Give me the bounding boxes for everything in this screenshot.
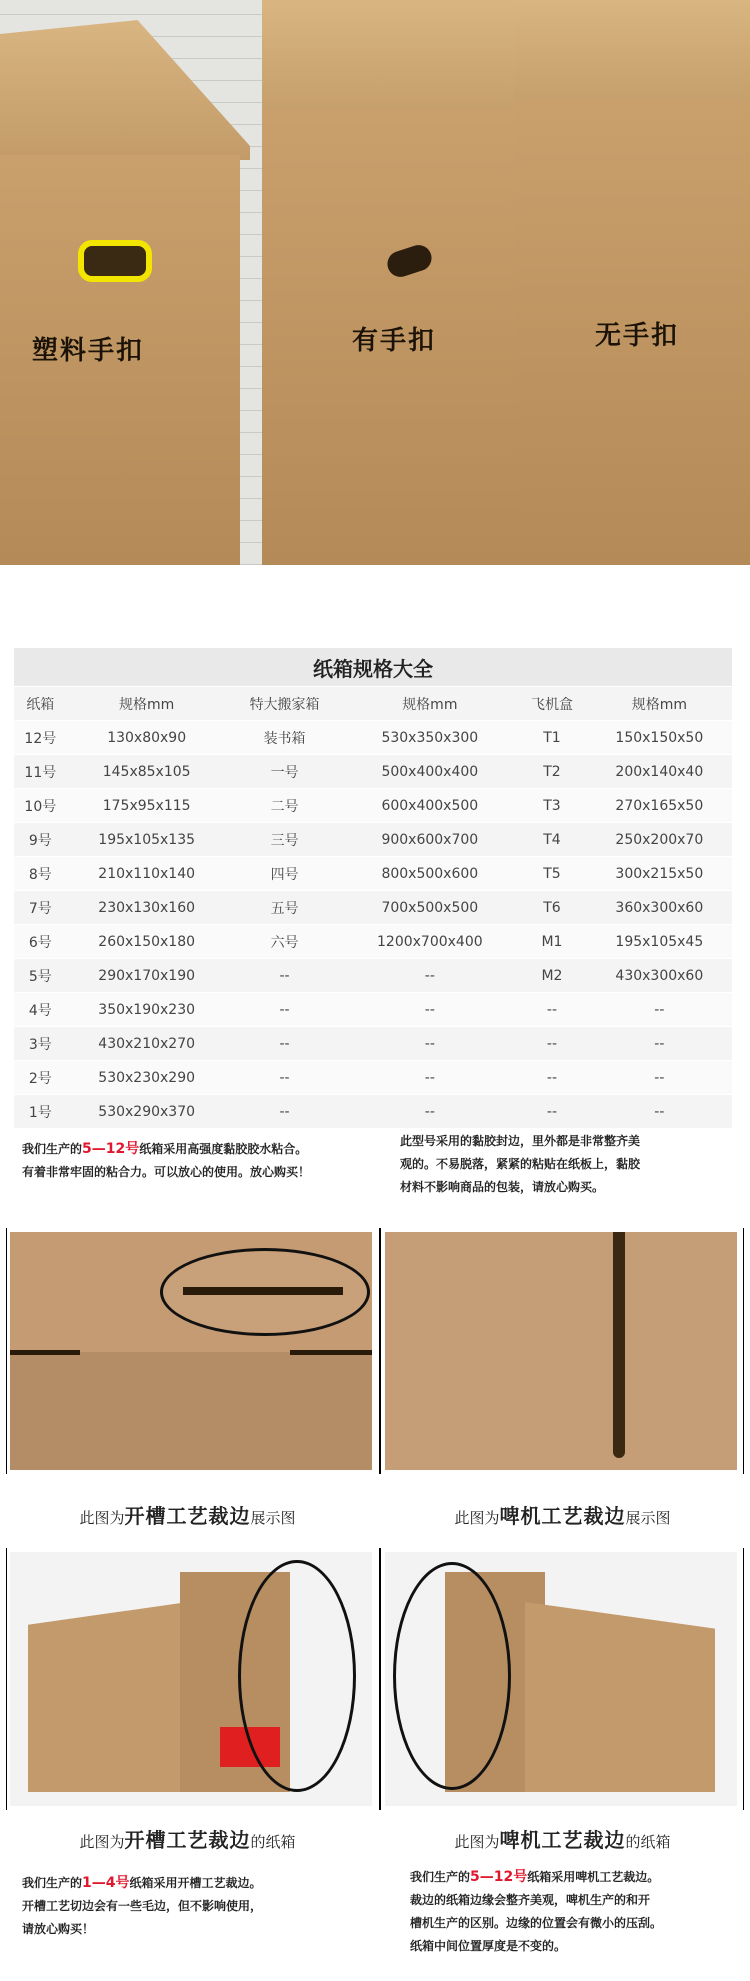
table-cell: 7号 [14, 891, 67, 925]
bottom-right-pre: 我们生产的 [410, 1870, 471, 1884]
caption-beer-edge-post: 展示图 [625, 1509, 671, 1527]
table-row [14, 959, 732, 993]
table-cell: -- [227, 1095, 343, 1129]
table-cell: 145x85x105 [67, 755, 227, 789]
table-cell: 6号 [14, 925, 67, 959]
table-cell: -- [227, 1061, 343, 1095]
table-cell: -- [342, 1061, 517, 1095]
caption-beer-box [375, 1824, 750, 1853]
table-cell: 150x150x50 [587, 721, 732, 755]
hero-panel-no-handle [515, 0, 750, 565]
caption-beer-edge-bold: 啤机工艺裁边 [499, 1504, 626, 1528]
desc-left-line2: 有着非常牢固的粘合力。可以放心的使用。放心购买！ [22, 1165, 311, 1179]
table-cell: 130x80x90 [67, 721, 227, 755]
table-cell: 8号 [14, 857, 67, 891]
caption-beer-box-post: 的纸箱 [625, 1833, 671, 1851]
table-cell: 300x215x50 [587, 857, 732, 891]
table-cell: T5 [517, 857, 586, 891]
bottom-left-desc [22, 1872, 372, 1941]
table-cell: 3号 [14, 1027, 67, 1061]
caption-beer-box-bold: 啤机工艺裁边 [499, 1828, 626, 1852]
bottom-right-line3: 槽机生产的区别。边缘的位置会有微小的压刮。 [410, 1916, 663, 1930]
spec-table [14, 648, 732, 1129]
table-cell: 1200x700x400 [342, 925, 517, 959]
hero-panel-plastic-handle [0, 0, 262, 565]
table-cell: 4号 [14, 993, 67, 1027]
table-cell: M1 [517, 925, 586, 959]
table-cell: 五号 [227, 891, 343, 925]
desc-left-highlight: 5—12号 [82, 1141, 140, 1157]
bottom-left-line3: 请放心购买！ [22, 1922, 95, 1936]
table-cell: -- [517, 1061, 586, 1095]
table-header-cell: 规格mm [67, 687, 227, 721]
desc-left-pre: 我们生产的 [22, 1142, 83, 1156]
table-cell: 12号 [14, 721, 67, 755]
table-header-cell: 规格mm [587, 687, 732, 721]
table-cell: T2 [517, 755, 586, 789]
table-row [14, 789, 732, 823]
bottom-left-pre: 我们生产的 [22, 1876, 83, 1890]
desc-right-line1: 此型号采用的黏胶封边，里外都是非常整齐美 [400, 1134, 641, 1148]
table-cell: 装书箱 [227, 721, 343, 755]
table-cell: 800x500x600 [342, 857, 517, 891]
bottom-right-desc [410, 1866, 746, 1958]
table-cell: 250x200x70 [587, 823, 732, 857]
bottom-right-line2: 裁边的纸箱边缘会整齐美观，啤机生产的和开 [410, 1893, 651, 1907]
table-title: 纸箱规格大全 [14, 648, 732, 687]
table-header-cell: 飞机盒 [517, 687, 586, 721]
table-cell: 二号 [227, 789, 343, 823]
table-cell: -- [587, 1095, 732, 1129]
zoom-circle-icon [393, 1562, 511, 1790]
beer-edge-photo [385, 1232, 737, 1470]
bottom-right-post: 纸箱采用啤机工艺裁边。 [527, 1870, 660, 1884]
table-cell: -- [587, 1027, 732, 1061]
table-row [14, 1095, 732, 1129]
table-cell: 175x95x115 [67, 789, 227, 823]
table-cell: 230x130x160 [67, 891, 227, 925]
table-cell: -- [342, 1095, 517, 1129]
table-cell: M2 [517, 959, 586, 993]
table-cell: 530x230x290 [67, 1061, 227, 1095]
table-cell: -- [587, 993, 732, 1027]
bottom-right-highlight: 5—12号 [470, 1869, 528, 1885]
table-row [14, 925, 732, 959]
desc-left [22, 1138, 382, 1184]
caption-slot-box-post: 的纸箱 [250, 1833, 296, 1851]
table-cell: 430x210x270 [67, 1027, 227, 1061]
caption-slot-edge-bold: 开槽工艺裁边 [124, 1504, 251, 1528]
table-header-row [14, 687, 732, 721]
table-cell: -- [517, 1027, 586, 1061]
table-row [14, 1061, 732, 1095]
caption-slot-box-pre: 此图为 [79, 1833, 125, 1851]
table-cell: 530x290x370 [67, 1095, 227, 1129]
beer-box-photo [385, 1552, 737, 1806]
table-cell: 270x165x50 [587, 789, 732, 823]
plastic-handle-icon [78, 240, 152, 282]
table-cell: 900x600x700 [342, 823, 517, 857]
table-row [14, 891, 732, 925]
table-cell: 200x140x40 [587, 755, 732, 789]
table-cell: T1 [517, 721, 586, 755]
table-cell: 四号 [227, 857, 343, 891]
hero-label-with-handle: 有手扣 [352, 326, 437, 356]
zoom-circle-icon [238, 1560, 356, 1792]
caption-slot-edge-post: 展示图 [250, 1509, 296, 1527]
table-cell: -- [587, 1061, 732, 1095]
hero-label-plastic: 塑料手扣 [32, 336, 145, 366]
table-cell: 500x400x400 [342, 755, 517, 789]
table-header-cell: 规格mm [342, 687, 517, 721]
desc-right-line3: 材料不影响商品的包装，请放心购买。 [400, 1180, 605, 1194]
table-header-cell: 纸箱 [14, 687, 67, 721]
table-cell: 9号 [14, 823, 67, 857]
table-cell: 530x350x300 [342, 721, 517, 755]
table-row [14, 857, 732, 891]
table-cell: 5号 [14, 959, 67, 993]
bottom-right-line4: 纸箱中间位置厚度是不变的。 [410, 1939, 567, 1953]
table-row [14, 755, 732, 789]
table-cell: T4 [517, 823, 586, 857]
table-cell: 600x400x500 [342, 789, 517, 823]
table-cell: 11号 [14, 755, 67, 789]
table-cell: 260x150x180 [67, 925, 227, 959]
table-cell: -- [517, 1095, 586, 1129]
table-cell: -- [342, 993, 517, 1027]
table-row [14, 1027, 732, 1061]
table-cell: -- [227, 1027, 343, 1061]
table-cell: T6 [517, 891, 586, 925]
zoom-circle-icon [160, 1248, 370, 1336]
table-row [14, 721, 732, 755]
table-cell: 700x500x500 [342, 891, 517, 925]
table-cell: -- [517, 993, 586, 1027]
caption-slot-edge [0, 1500, 375, 1529]
table-cell: 一号 [227, 755, 343, 789]
table-cell: -- [342, 1027, 517, 1061]
table-cell: 三号 [227, 823, 343, 857]
caption-slot-edge-pre: 此图为 [79, 1509, 125, 1527]
hero-photo [0, 0, 750, 565]
table-cell: 1号 [14, 1095, 67, 1129]
slot-edge-photo [10, 1232, 372, 1470]
table-row [14, 993, 732, 1027]
bottom-left-line2: 开槽工艺切边会有一些毛边，但不影响使用， [22, 1899, 263, 1913]
table-cell: 195x105x45 [587, 925, 732, 959]
desc-left-post: 纸箱采用高强度黏胶胶水粘合。 [139, 1142, 308, 1156]
caption-beer-box-pre: 此图为 [454, 1833, 500, 1851]
table-cell: 290x170x190 [67, 959, 227, 993]
caption-beer-edge [375, 1500, 750, 1529]
desc-right-line2: 观的。不易脱落，紧紧的粘贴在纸板上，黏胶 [400, 1157, 641, 1171]
table-cell: 六号 [227, 925, 343, 959]
table-cell: 10号 [14, 789, 67, 823]
table-cell: 350x190x230 [67, 993, 227, 1027]
table-row [14, 823, 732, 857]
table-cell: -- [227, 993, 343, 1027]
table-cell: 210x110x140 [67, 857, 227, 891]
desc-right [400, 1130, 740, 1199]
table-cell: 360x300x60 [587, 891, 732, 925]
caption-slot-box [0, 1824, 375, 1853]
table-cell: 2号 [14, 1061, 67, 1095]
caption-beer-edge-pre: 此图为 [454, 1509, 500, 1527]
table-header-cell: 特大搬家箱 [227, 687, 343, 721]
hero-panel-with-handle [262, 0, 515, 565]
table-cell: 195x105x135 [67, 823, 227, 857]
table-cell: T3 [517, 789, 586, 823]
table-cell: -- [342, 959, 517, 993]
table-cell: 430x300x60 [587, 959, 732, 993]
table-cell: -- [227, 959, 343, 993]
bottom-left-post: 纸箱采用开槽工艺裁边。 [129, 1876, 262, 1890]
hero-label-no-handle: 无手扣 [595, 321, 680, 351]
bottom-left-highlight: 1—4号 [82, 1875, 130, 1891]
caption-slot-box-bold: 开槽工艺裁边 [124, 1828, 251, 1852]
slot-box-photo [10, 1552, 372, 1806]
